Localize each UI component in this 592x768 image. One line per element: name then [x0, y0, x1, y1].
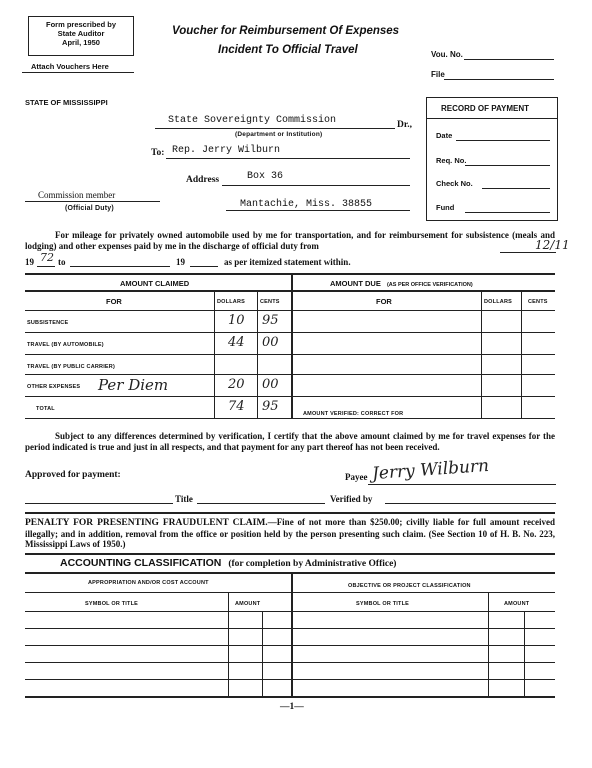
year-prefix [25, 257, 34, 267]
title-field[interactable] [197, 503, 325, 504]
claimed-row-cents: 00 [262, 377, 279, 392]
department-caption: (Department or Institution) [235, 131, 323, 138]
to-label: To: [151, 148, 165, 158]
claimed-row-label: SUBSISTENCE [27, 320, 69, 326]
claimed-row-label: TRAVEL (BY AUTOMOBILE) [27, 342, 104, 348]
penalty-heading: PENALTY FOR PRESENTING FRAUDULENT CLAIM. [25, 518, 268, 528]
file-label: File [431, 70, 445, 79]
department-suffix: Dr., [397, 120, 412, 130]
claimed-row-label: OTHER EXPENSES [27, 384, 81, 390]
claimed-row-dollars: 10 [228, 313, 245, 328]
appropriation-header: APPROPRIATION AND/OR COST ACCOUNT [88, 580, 209, 586]
record-field-label: Check No. [436, 179, 473, 188]
due-col-cents: CENTS [528, 299, 548, 305]
record-field-line[interactable] [482, 188, 550, 189]
claimed-row-cents: 95 [262, 313, 279, 328]
to-year: 19 [176, 257, 185, 267]
claimed-col-cents: CENTS [260, 299, 280, 305]
attach-vouchers-label: Attach Vouchers Here [31, 62, 109, 71]
record-field-line[interactable] [465, 212, 550, 213]
claimed-row-label: TOTAL [36, 406, 55, 412]
department-value: State Sovereignty Commission [168, 115, 337, 126]
amount-due-title: AMOUNT DUE [330, 279, 381, 288]
objective-header: OBJECTIVE OR PROJECT CLASSIFICATION [348, 583, 471, 589]
mileage-text: For mileage for privately owned automobile used by me for transportation, and for reimbursement for subsistence (meals and lodging) and other expenses paid by me in the discharge of official duty from [25, 230, 555, 251]
address-line1: Box 36 [247, 171, 284, 182]
due-col-for: FOR [376, 297, 392, 306]
record-field-label: Req. No. [436, 156, 467, 165]
due-col-dollars: DOLLARS [484, 299, 512, 305]
claimed-row-cents: 00 [262, 335, 279, 350]
claimed-row-dollars: 74 [228, 399, 245, 414]
form-prescribed-line3: April, 1950 [62, 38, 100, 47]
certification-text: Subject to any differences determined by verification, I certify that the above amount claimed by me for travel expenses for the period indicated is true and just in all respects, and that payment for any part thereof has not been received. [25, 431, 555, 452]
form-prescribed-line1: Form prescribed by [45, 20, 117, 29]
official-duty-caption: (Official Duty) [65, 205, 114, 212]
payee-label: Payee [345, 472, 368, 482]
record-field-label: Fund [436, 203, 455, 212]
amount-verified-label: AMOUNT VERIFIED: CORRECT FOR [303, 411, 404, 417]
vou-no-label: Vou. No. [431, 50, 463, 59]
claimed-col-for: FOR [106, 297, 122, 306]
right-symbol-header: SYMBOL OR TITLE [356, 601, 410, 607]
record-field-line[interactable] [465, 165, 550, 166]
amount-due-header [330, 279, 473, 288]
mileage-statement [25, 230, 555, 251]
page-number: —1— [280, 702, 304, 712]
year-prefix-text: 19 [25, 257, 34, 267]
to-word: to [58, 257, 66, 267]
accounting-heading [60, 557, 396, 569]
title-label: Title [175, 494, 193, 504]
right-amount-header: AMOUNT [504, 601, 530, 607]
record-field-line[interactable] [456, 140, 550, 141]
amount-claimed-header: AMOUNT CLAIMED [120, 279, 190, 288]
claimed-row-label: TRAVEL (BY PUBLIC CARRIER) [27, 364, 116, 370]
form-prescribed-line2: State Auditor [57, 29, 105, 38]
vou-no-field[interactable] [464, 59, 554, 60]
verified-by-field[interactable] [385, 503, 556, 504]
accounting-title: ACCOUNTING CLASSIFICATION [60, 557, 222, 569]
file-field[interactable] [444, 79, 554, 80]
mileage-end-text: as per itemized statement within. [224, 257, 351, 267]
claimed-col-dollars: DOLLARS [217, 299, 245, 305]
claimed-row-cents: 95 [262, 399, 279, 414]
accounting-subtitle: (for completion by Administrative Office) [228, 559, 397, 569]
claimed-row-dollars: 20 [228, 377, 245, 392]
state-label: STATE OF MISSISSIPPI [25, 98, 108, 107]
approval-signature-line[interactable] [25, 503, 173, 504]
verified-by-label: Verified by [330, 494, 373, 504]
form-title: Voucher for Reimbursement Of Expenses [172, 25, 400, 37]
payee-signature: Jerry Wilburn [371, 455, 490, 485]
record-of-payment-title: RECORD OF PAYMENT [441, 104, 530, 113]
penalty-text [25, 517, 555, 550]
to-value: Rep. Jerry Wilburn [172, 145, 281, 156]
amount-due-note: (AS PER OFFICE VERIFICATION) [386, 282, 473, 288]
left-amount-header: AMOUNT [235, 601, 261, 607]
form-prescribed-box [28, 16, 134, 56]
left-symbol-header: SYMBOL OR TITLE [85, 601, 139, 607]
form-subtitle: Incident To Official Travel [218, 44, 358, 56]
year-value: 72 [40, 251, 54, 264]
claimed-row-handwritten: Per Diem [98, 376, 169, 394]
claimed-row-dollars: 44 [228, 335, 245, 350]
penalty-body: —Fine of not more than $250.00; civilly liable for full amount received illegally; and in addition, removal from the office or position held by the person presenting such claim. (See Section 10 of H. B. No. 223, Mississippi Laws of 1950.) [25, 517, 555, 549]
address-label: Address [186, 175, 220, 185]
approved-label: Approved for payment: [25, 470, 121, 480]
from-date: 12/11 [535, 238, 570, 252]
record-field-label: Date [436, 131, 453, 140]
address-line2: Mantachie, Miss. 38855 [240, 199, 373, 210]
official-duty-value: Commission member [38, 190, 116, 200]
